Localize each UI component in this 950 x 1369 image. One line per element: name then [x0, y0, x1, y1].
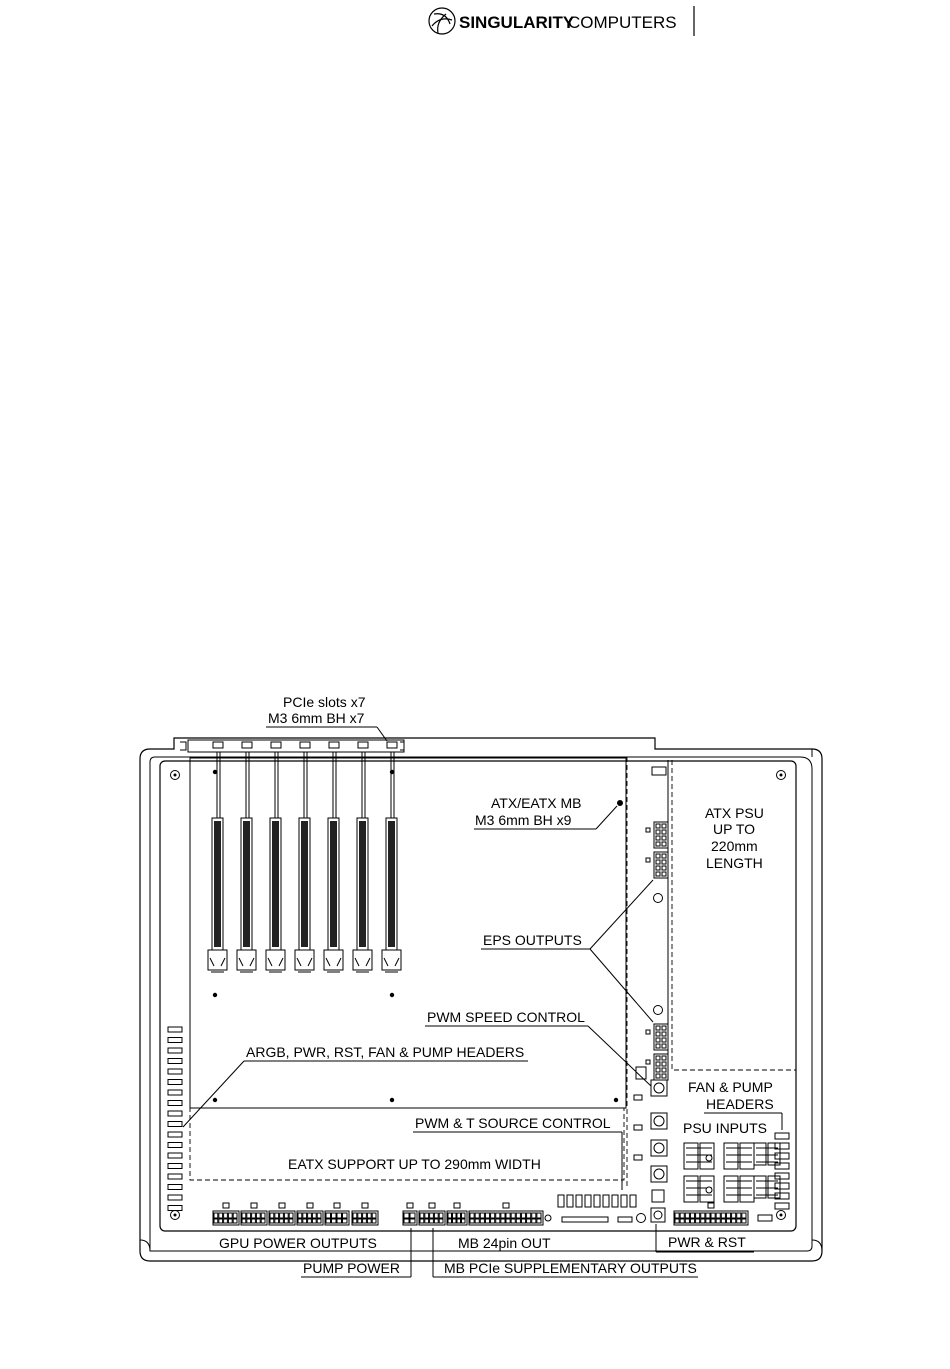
label-fan-pump-line2: HEADERS: [706, 1096, 774, 1112]
dip-switch: [558, 1195, 564, 1207]
label-pwr-rst: PWR & RST: [668, 1234, 746, 1250]
logo-mark-icon: [429, 8, 455, 34]
label-argb-headers: ARGB, PWR, RST, FAN & PUMP HEADERS: [246, 1044, 525, 1060]
pin-header: [168, 1101, 182, 1106]
gpu-power-connector: [352, 1203, 378, 1225]
dip-switch: [603, 1195, 609, 1207]
psu-input-connector: [754, 1143, 780, 1165]
pin-header: [168, 1153, 182, 1158]
pcie-slot: [266, 752, 285, 972]
pcie-slot: [237, 752, 256, 972]
left-header-column: [168, 1027, 182, 1211]
pcie-bracket-tab: [213, 742, 223, 748]
pcie-slot: [324, 752, 343, 972]
dip-switch: [621, 1195, 627, 1207]
gpu-power-connector: [213, 1203, 239, 1225]
brand-logo: [429, 6, 694, 36]
label-mb-type: ATX/EATX MB: [491, 795, 582, 811]
eps-connector: [646, 852, 668, 878]
pump-power-connector: [403, 1203, 417, 1225]
label-mb-24pin: MB 24pin OUT: [458, 1235, 551, 1251]
label-psu-line4: LENGTH: [706, 855, 763, 871]
gpu-power-connector: [297, 1203, 323, 1225]
dip-switch: [630, 1195, 636, 1207]
eps-connector: [646, 822, 668, 848]
pin-header: [168, 1164, 182, 1169]
pcie-slot: [295, 752, 314, 972]
pin-header: [168, 1195, 182, 1200]
label-pcie-slots: PCIe slots x7: [283, 694, 366, 710]
label-eps-outputs: EPS OUTPUTS: [483, 932, 582, 948]
pin-strip: [562, 1217, 608, 1222]
label-pcie-screws: M3 6mm BH x7: [268, 710, 365, 726]
label-pwm-speed-control: PWM SPEED CONTROL: [427, 1009, 585, 1025]
pcie-bracket-tab: [329, 742, 339, 748]
fan-pump-header: [775, 1163, 789, 1169]
label-mb-screws: M3 6mm BH x9: [475, 812, 572, 828]
label-pump-power: PUMP POWER: [303, 1260, 400, 1276]
label-gpu-power: GPU POWER OUTPUTS: [219, 1235, 377, 1251]
mb-pcie-connector: [419, 1203, 445, 1225]
pcie-slots: [208, 752, 401, 972]
pin-header: [168, 1080, 182, 1085]
label-psu-line3: 220mm: [711, 838, 758, 854]
fan-pump-header: [775, 1153, 789, 1159]
pin-header: [168, 1174, 182, 1179]
pcie-slot: [382, 752, 401, 972]
pin-header: [168, 1122, 182, 1127]
pcie-bracket-tab: [300, 742, 310, 748]
pin-strip: [618, 1217, 632, 1222]
eps-connector: [646, 1024, 668, 1050]
label-eatx-support: EATX SUPPORT UP TO 290mm WIDTH: [288, 1156, 541, 1172]
brand-name-part2: COMPUTERS: [568, 13, 677, 32]
pin-header: [168, 1090, 182, 1095]
label-fan-pump-line1: FAN & PUMP: [688, 1079, 773, 1095]
eps-outputs: [646, 767, 668, 1080]
switch: [758, 1215, 772, 1221]
pin-header: [168, 1111, 182, 1116]
pcie-bracket-tab: [387, 742, 397, 748]
pcie-slot: [353, 752, 372, 972]
label-mb-pcie-supplementary: MB PCIe SUPPLEMENTARY OUTPUTS: [444, 1260, 697, 1276]
mb-pcie-connector: [447, 1203, 467, 1225]
dip-switch: [612, 1195, 618, 1207]
dip-switch: [594, 1195, 600, 1207]
bottom-connectors: [213, 1195, 772, 1225]
label-psu-line2: UP TO: [713, 821, 756, 837]
pcie-bracket-tab: [271, 742, 281, 748]
dip-switch: [585, 1195, 591, 1207]
gpu-power-connector: [325, 1203, 349, 1225]
psu-input-connectors: [684, 1143, 780, 1202]
callout-labels: [183, 694, 782, 1277]
pin-header: [168, 1059, 182, 1064]
fan-pump-header: [775, 1133, 789, 1139]
fan-pump-header: [775, 1203, 789, 1209]
pin-header: [168, 1206, 182, 1211]
pin-header: [168, 1143, 182, 1148]
gpu-power-connector: [269, 1203, 295, 1225]
pcie-bracket-tab: [242, 742, 252, 748]
gpu-power-connector: [241, 1203, 267, 1225]
pin-header: [168, 1069, 182, 1074]
pwr-rst-connector: [674, 1203, 748, 1225]
label-pwm-t-source: PWM & T SOURCE CONTROL: [415, 1115, 611, 1131]
pin-header: [168, 1185, 182, 1190]
dip-switch: [576, 1195, 582, 1207]
psu-input-connector: [724, 1176, 754, 1202]
label-psu-line1: ATX PSU: [705, 805, 764, 821]
pin-header: [168, 1038, 182, 1043]
pcie-slot: [208, 752, 227, 972]
psu-input-connector: [724, 1143, 754, 1169]
mb-24pin-connector: [469, 1203, 543, 1225]
dip-switch: [567, 1195, 573, 1207]
pin-header: [168, 1027, 182, 1032]
pin-header: [168, 1048, 182, 1053]
label-psu-inputs: PSU INPUTS: [683, 1120, 768, 1136]
pin-header: [168, 1132, 182, 1137]
pcie-bracket-strip: [180, 740, 404, 752]
brand-name-part1: SINGULARITY: [459, 13, 575, 32]
eps-connector: [646, 1054, 668, 1080]
pwm-controls: [634, 1067, 667, 1222]
pcie-bracket-tab: [358, 742, 368, 748]
